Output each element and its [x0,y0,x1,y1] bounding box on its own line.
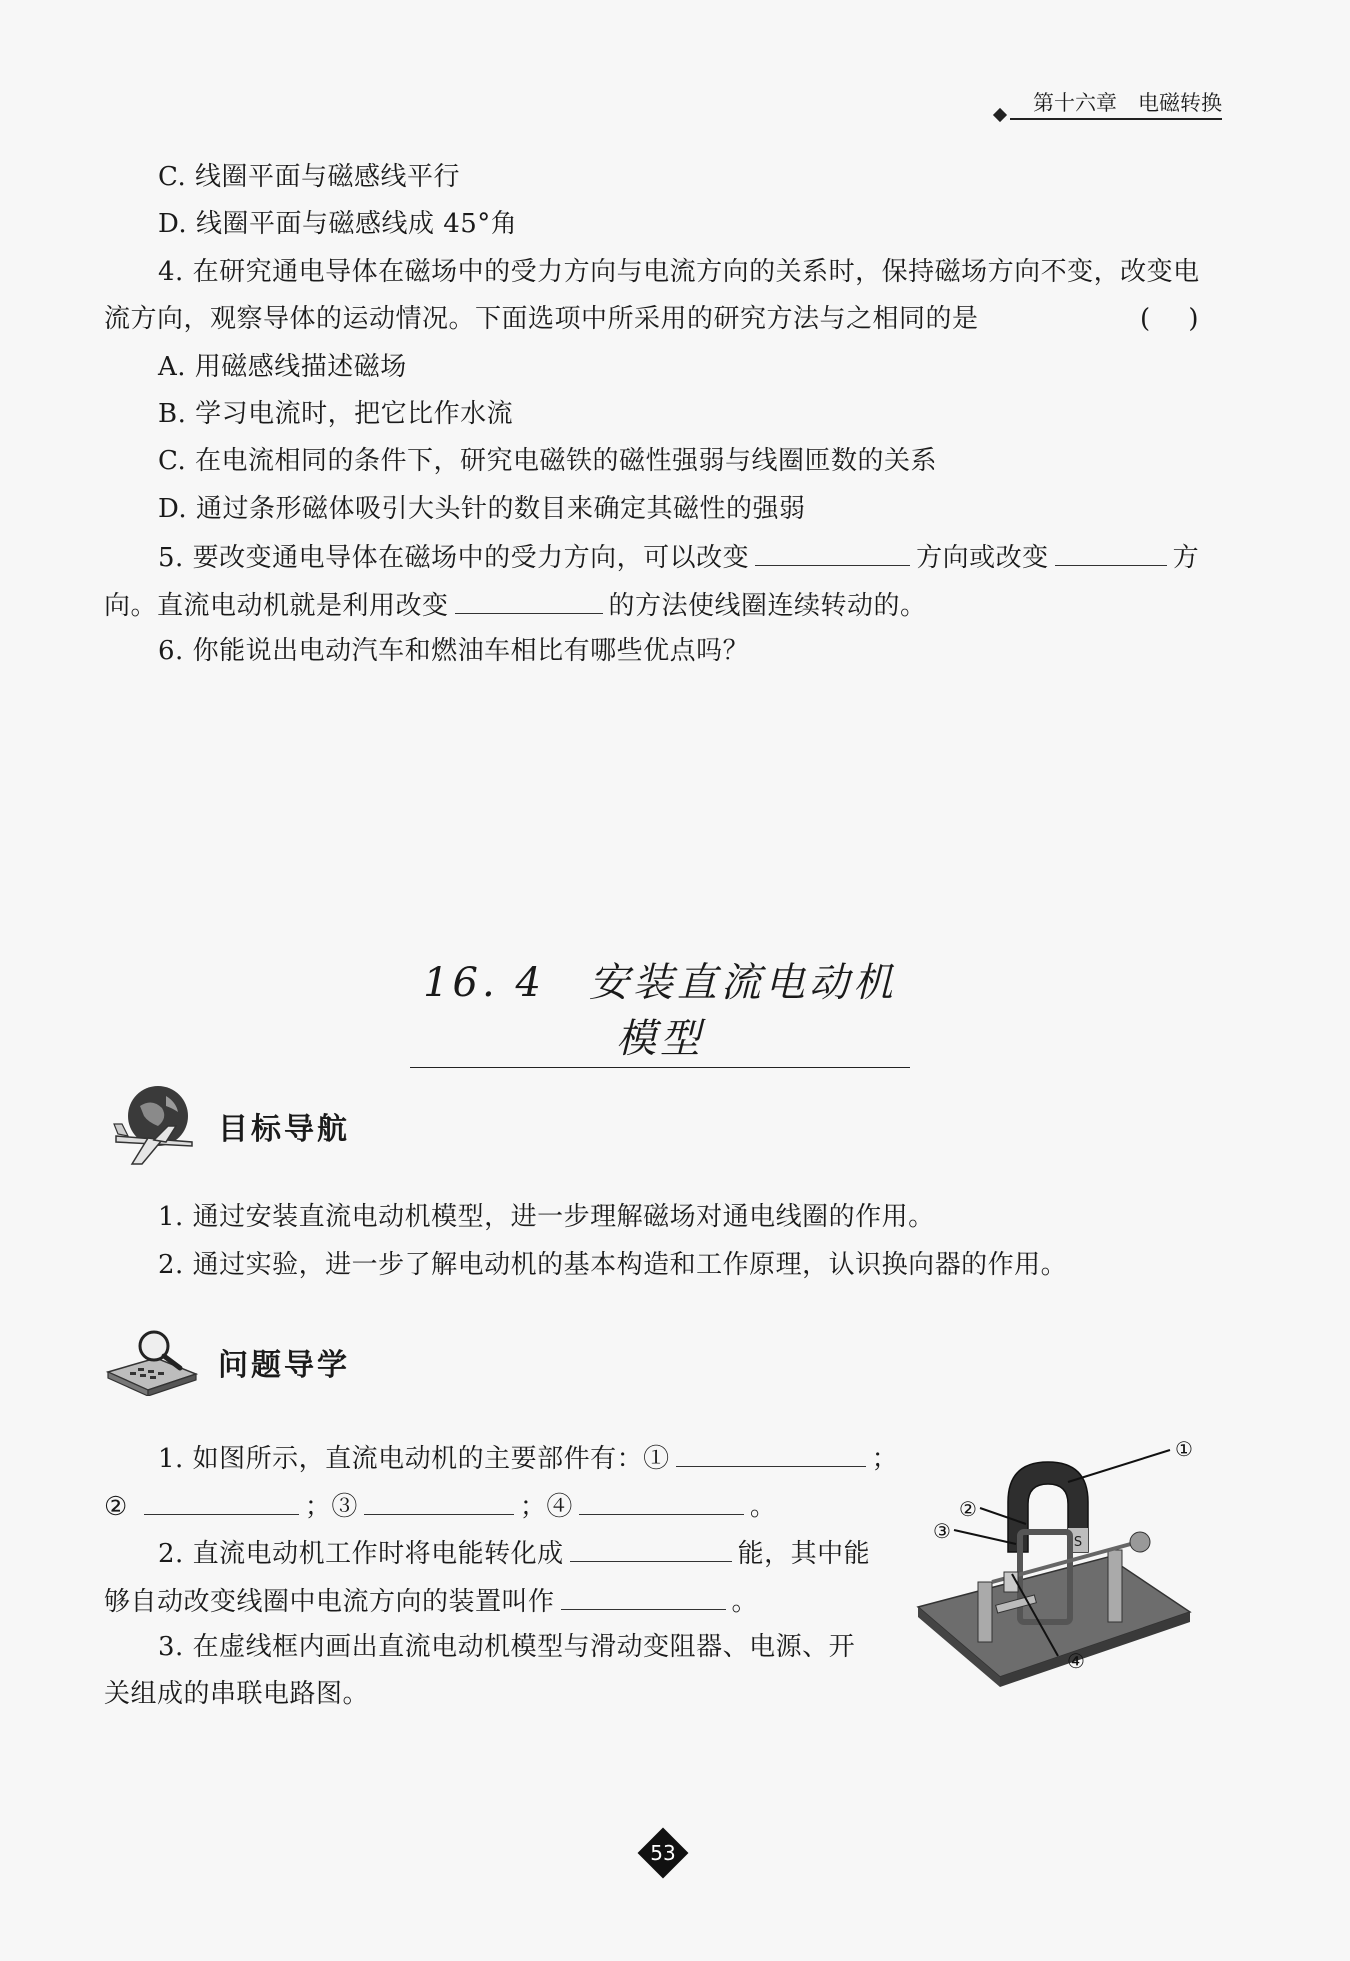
guide-q3-line2: 关组成的串联电路图。 [104,1679,370,1709]
guide-q2-line1 [158,1535,870,1571]
part-1-blank[interactable] [676,1440,866,1467]
guide-q2-end: 。 [731,1587,759,1617]
q5-blank-2[interactable] [1055,539,1167,566]
guide-q1-semicolon: ； [871,1444,899,1474]
guide-q1-text: 1. 如图所示，直流电动机的主要部件有：① [158,1444,670,1474]
q6-text: 6. 你能说出电动汽车和燃油车相比有哪些优点吗？ [158,636,750,666]
magnet-pole-s: S [1073,1535,1083,1550]
q5-line2 [104,587,927,623]
guide-q2-text-3: 够自动改变线圈中电流方向的装置叫作 [104,1587,555,1617]
guide-heading: 问题导学 [218,1348,350,1383]
part-2-mark: ② [104,1492,128,1522]
q5-text-3: 方 [1172,543,1200,573]
part-2-blank[interactable] [144,1488,299,1515]
guide-q2-text-2: 能，其中能 [737,1539,871,1569]
part-3-blank[interactable] [364,1488,514,1515]
label-3: ③ [933,1519,951,1543]
q4-stem-line2: 流方向，观察导体的运动情况。下面选项中所采用的研究方法与之相同的是 [104,304,979,334]
globe-airplane-icon [108,1078,200,1170]
q4-option-c: C. 在电流相同的条件下，研究电磁铁的磁性强弱与线圈匝数的关系 [158,446,937,476]
q4-stem-line1: 4. 在研究通电导体在磁场中的受力方向与电流方向的关系时，保持磁场方向不变，改变电 [158,257,1200,287]
q4-option-b: B. 学习电流时，把它比作水流 [158,399,514,429]
label-2: ② [959,1497,977,1521]
chapter-header: 第十六章 电磁转换 [1010,88,1222,120]
energy-blank[interactable] [570,1535,732,1562]
goals-heading: 目标导航 [218,1112,350,1147]
label-1: ① [1175,1437,1193,1461]
guide-q2-text-1: 2. 直流电动机工作时将电能转化成 [158,1539,564,1569]
goal-item-2: 2. 通过实验，进一步了解电动机的基本构造和工作原理，认识换向器的作用。 [158,1250,1068,1280]
guide-q1-line1 [158,1440,898,1476]
q5-text-4: 向。直流电动机就是利用改变 [104,591,449,621]
part-3-mark: ；③ [304,1492,358,1522]
guide-q1-line2 [104,1488,776,1524]
guide-q1-end: 。 [749,1492,777,1522]
q3-option-c: C. 线圈平面与磁感线平行 [158,162,460,192]
header-diamond-icon [993,108,1007,122]
magnifier-calculator-icon [104,1328,200,1396]
q5-blank-3[interactable] [455,587,603,614]
q5-blank-1[interactable] [755,539,910,566]
dc-motor-figure [908,1432,1208,1722]
label-4: ④ [1067,1649,1085,1673]
q4-option-a: A. 用磁感线描述磁场 [158,352,407,382]
page-number-badge [637,1827,689,1879]
q5-line1 [158,539,1199,575]
q3-option-d: D. 线圈平面与磁感线成 45°角 [158,209,518,239]
part-4-mark: ；④ [519,1492,573,1522]
guide-q3-line1: 3. 在虚线框内画出直流电动机模型与滑动变阻器、电源、开 [158,1632,856,1662]
commutator-blank[interactable] [561,1583,726,1610]
q5-text-1: 5. 要改变通电导体在磁场中的受力方向，可以改变 [158,543,750,573]
q5-text-2: 方向或改变 [916,543,1049,573]
q4-option-d: D. 通过条形磁体吸引大头针的数目来确定其磁性的强弱 [158,494,806,524]
q4-answer-paren: ( ) [1140,304,1199,334]
section-title: 16. 4 安装直流电动机模型 [410,955,910,1068]
guide-q2-line2 [104,1583,758,1619]
part-4-blank[interactable] [579,1488,744,1515]
page-number: 53 [650,1841,676,1865]
q5-text-5: 的方法使线圈连续转动的。 [608,591,927,621]
goal-item-1: 1. 通过安装直流电动机模型，进一步理解磁场对通电线圈的作用。 [158,1202,935,1232]
